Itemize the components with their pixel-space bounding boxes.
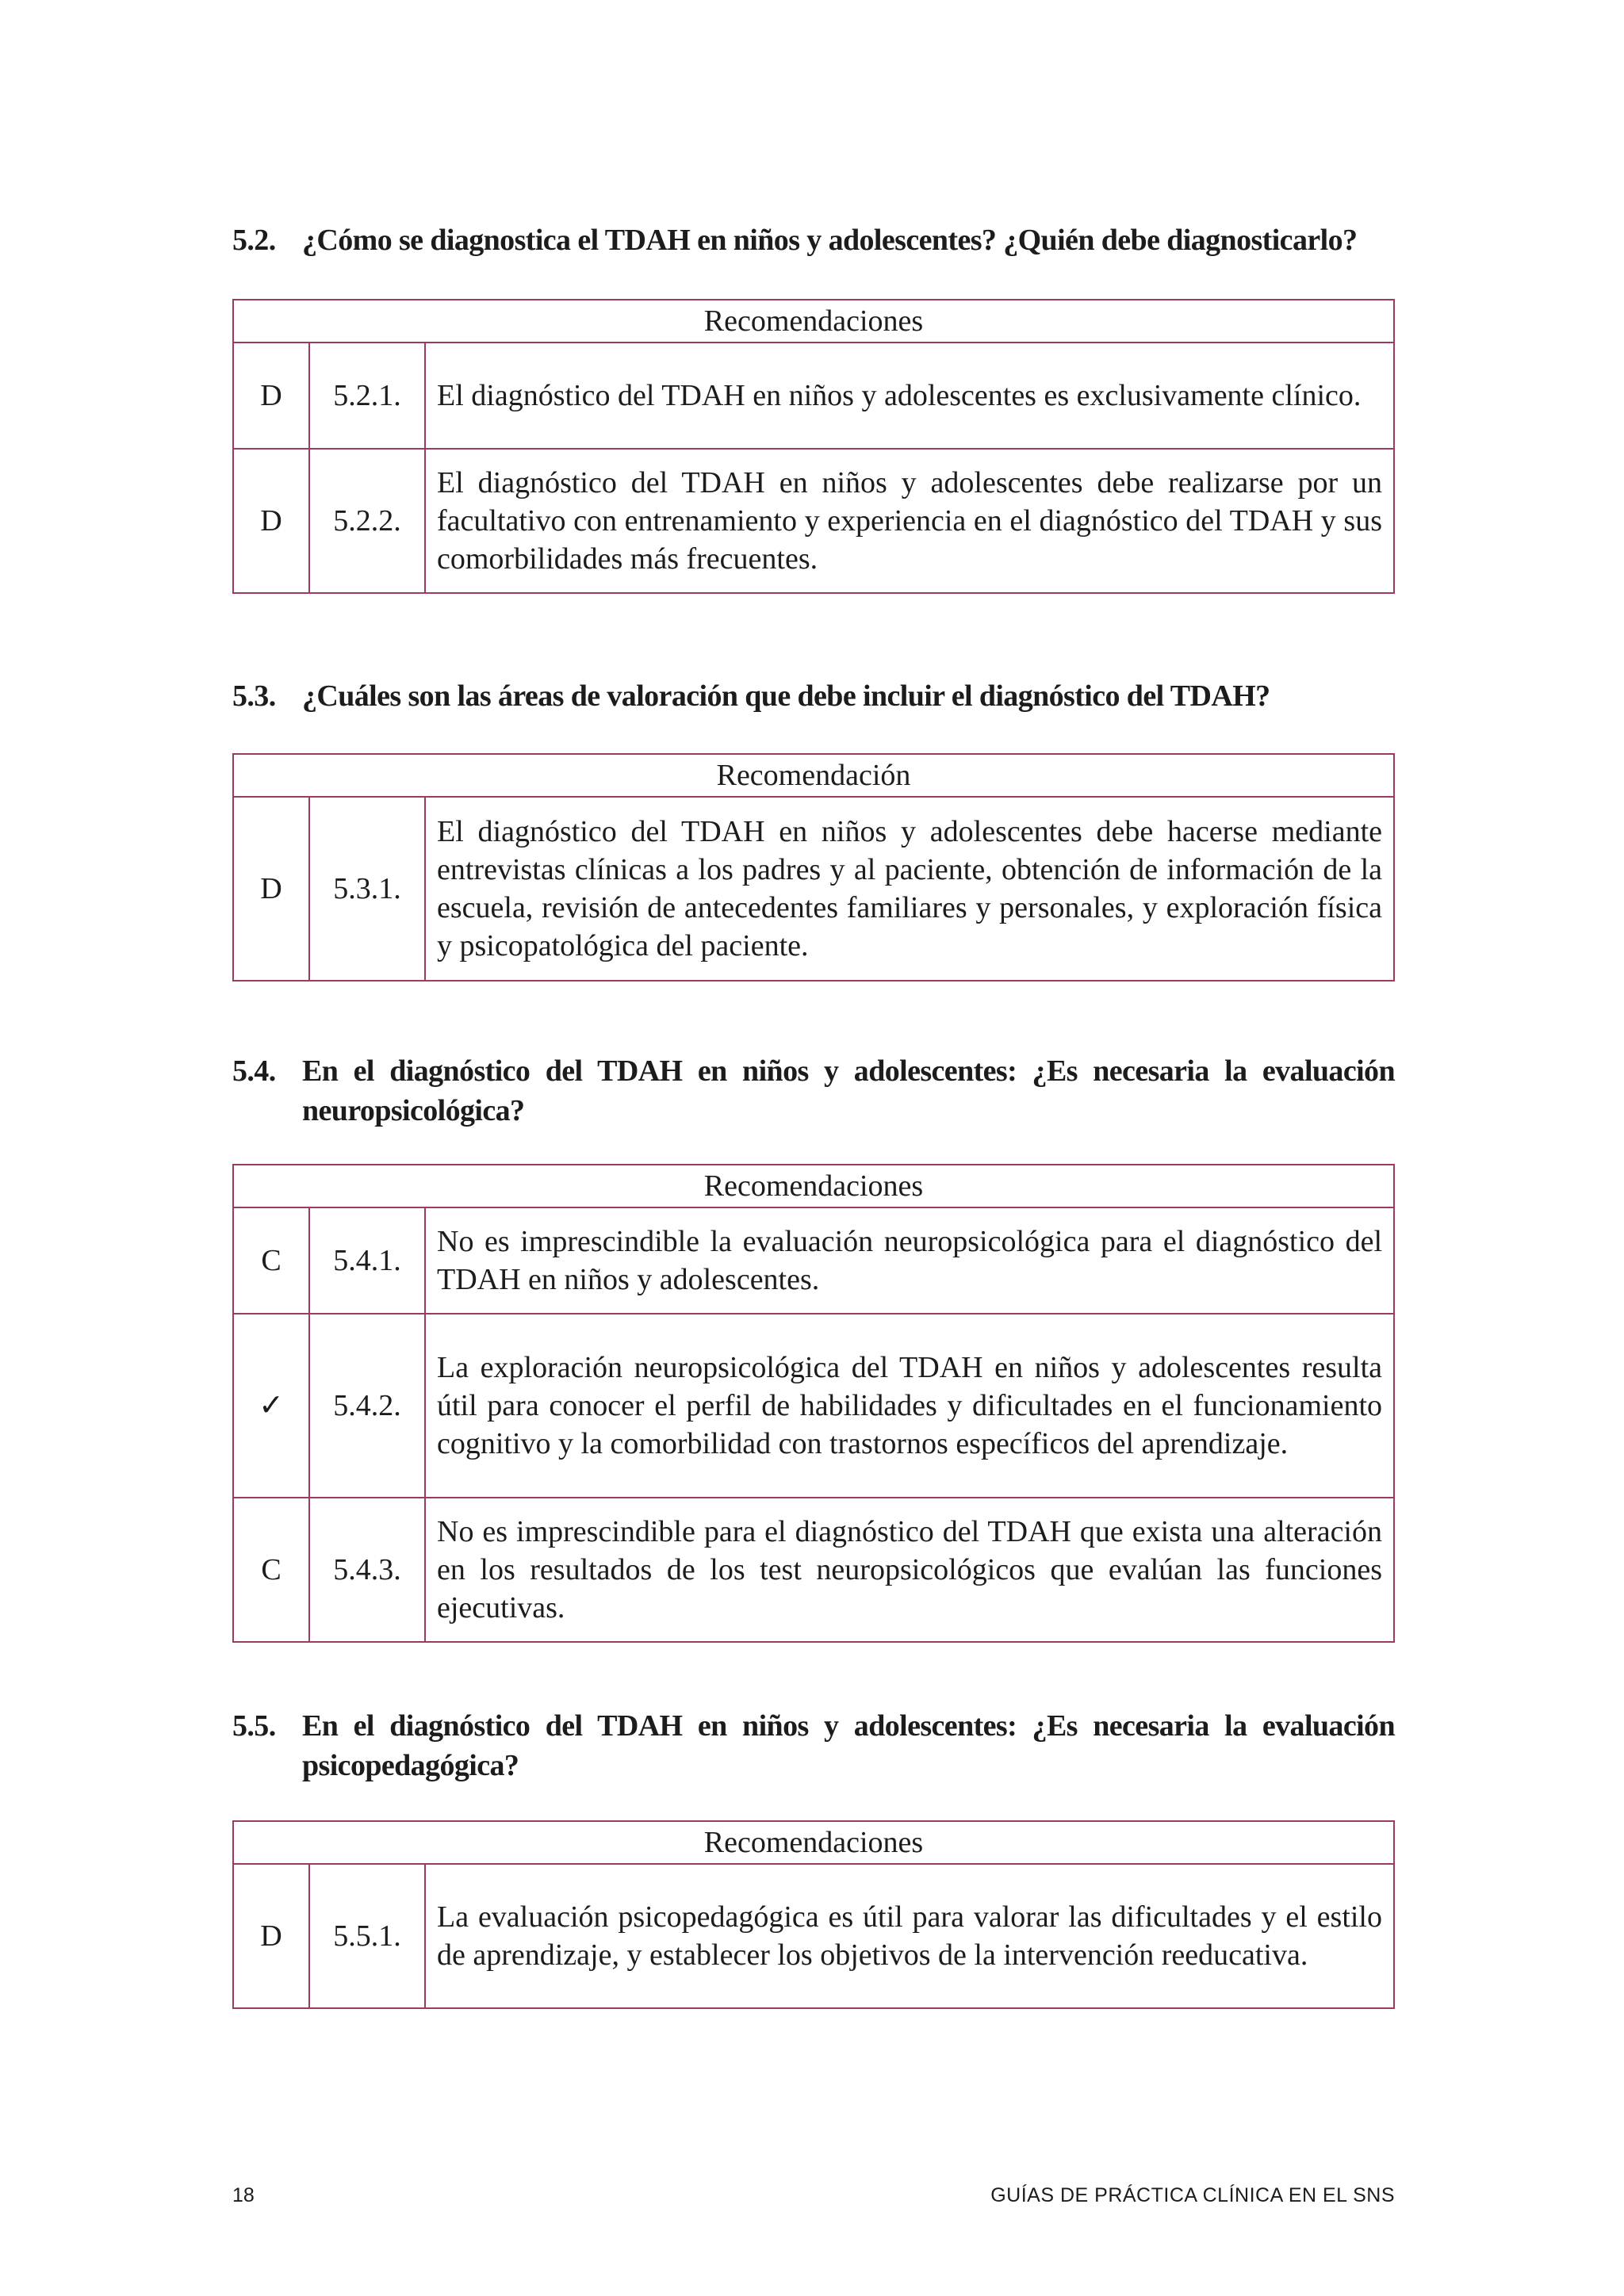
recommendation-grade: D <box>233 797 309 981</box>
recommendation-code: 5.4.3. <box>309 1498 425 1642</box>
recommendation-code: 5.5.1. <box>309 1864 425 2008</box>
section-title: ¿Cómo se diagnostica el TDAH en niños y adolescentes? ¿Quién debe diagnosticarlo? <box>302 224 1358 257</box>
section-heading <box>232 1051 1395 1131</box>
table-row <box>233 342 1394 449</box>
recommendations-table <box>232 1164 1395 1643</box>
recommendations-table <box>232 1820 1395 2009</box>
section-number: 5.3. <box>232 679 276 713</box>
recommendations-table <box>232 299 1395 594</box>
section-number: 5.2. <box>232 224 276 257</box>
recommendation-text: No es imprescindible la evaluación neuropsicológica para el diagnóstico del TDAH en niños y adolescentes. <box>425 1207 1394 1314</box>
guide-title: GUÍAS DE PRÁCTICA CLÍNICA EN EL SNS <box>990 2184 1395 2206</box>
recommendation-grade: D <box>233 342 309 449</box>
section-5-4 <box>232 1051 1395 1643</box>
section-heading <box>232 676 1395 716</box>
section-title: En el diagnóstico del TDAH en niños y adolescentes: ¿Es necesaria la evaluación neuropsicológica? <box>302 1054 1395 1127</box>
recommendation-text: El diagnóstico del TDAH en niños y adolescentes es exclusivamente clínico. <box>425 342 1394 449</box>
table-header: Recomendación <box>233 754 1394 797</box>
section-heading <box>232 220 1395 260</box>
table-row <box>233 797 1394 981</box>
checkmark-icon: ✓ <box>233 1314 309 1498</box>
recommendation-code: 5.4.1. <box>309 1207 425 1314</box>
table-row <box>233 1207 1394 1314</box>
recommendation-grade: D <box>233 1864 309 2008</box>
recommendation-code: 5.2.2. <box>309 449 425 593</box>
recommendation-code: 5.4.2. <box>309 1314 425 1498</box>
section-5-2 <box>232 220 1395 594</box>
recommendation-code: 5.3.1. <box>309 797 425 981</box>
recommendation-text: No es imprescindible para el diagnóstico del TDAH que exista una alteración en los resultados de los test neuropsicológicos que evalúan las funciones ejecutivas. <box>425 1498 1394 1642</box>
table-header: Recomendaciones <box>233 1165 1394 1207</box>
recommendations-table <box>232 753 1395 982</box>
recommendation-text: El diagnóstico del TDAH en niños y adolescentes debe realizarse por un facultativo con entrenamiento y experiencia en el diagnóstico del TDAH y sus comorbilidades más frecuentes. <box>425 449 1394 593</box>
section-title: ¿Cuáles son las áreas de valoración que debe incluir el diagnóstico del TDAH? <box>302 679 1270 713</box>
document-page <box>232 220 1395 2009</box>
recommendation-grade: D <box>233 449 309 593</box>
section-5-5 <box>232 1706 1395 2009</box>
recommendation-grade: C <box>233 1498 309 1642</box>
section-title: En el diagnóstico del TDAH en niños y adolescentes: ¿Es necesaria la evaluación psicopedagógica? <box>302 1709 1395 1782</box>
recommendation-text: La evaluación psicopedagógica es útil para valorar las dificultades y el estilo de aprendizaje, y establecer los objetivos de la intervención reeducativa. <box>425 1864 1394 2008</box>
table-header: Recomendaciones <box>233 300 1394 342</box>
page-number: 18 <box>232 2184 255 2206</box>
recommendation-code: 5.2.1. <box>309 342 425 449</box>
section-5-3 <box>232 676 1395 982</box>
section-heading <box>232 1706 1395 1785</box>
table-row <box>233 1314 1394 1498</box>
recommendation-text: El diagnóstico del TDAH en niños y adolescentes debe hacerse mediante entrevistas clínicas a los padres y al paciente, obtención de información de la escuela, revisión de antecedentes familiares y personales, y exploración física y psicopatológica del paciente. <box>425 797 1394 981</box>
recommendation-text: La exploración neuropsicológica del TDAH en niños y adolescentes resulta útil para conocer el perfil de habilidades y dificultades en el funcionamiento cognitivo y la comorbilidad con trastornos específicos del aprendizaje. <box>425 1314 1394 1498</box>
section-number: 5.4. <box>232 1054 276 1088</box>
table-header: Recomendaciones <box>233 1821 1394 1864</box>
table-row <box>233 1498 1394 1642</box>
recommendation-grade: C <box>233 1207 309 1314</box>
table-row <box>233 1864 1394 2008</box>
table-row <box>233 449 1394 593</box>
section-number: 5.5. <box>232 1709 276 1743</box>
